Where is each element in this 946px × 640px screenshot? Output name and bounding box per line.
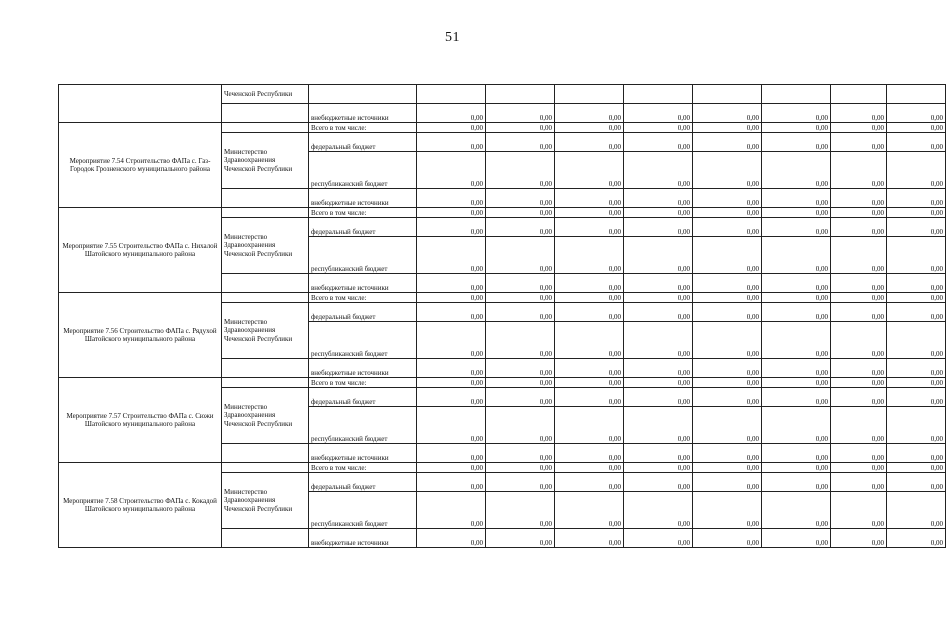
responsible-cell: Министерство Здравоохранения Чеченской Республики xyxy=(222,218,309,274)
value-cell: 0,00 xyxy=(693,388,762,407)
value-cell: 0,00 xyxy=(624,293,693,303)
funding-source: республиканский бюджет xyxy=(309,237,417,274)
value-cell: 0,00 xyxy=(624,123,693,133)
value-cell: 0,00 xyxy=(831,407,887,444)
value-cell: 0,00 xyxy=(762,407,831,444)
value-cell: 0,00 xyxy=(887,123,946,133)
funding-source xyxy=(309,85,417,104)
value-cell: 0,00 xyxy=(693,463,762,473)
value-cell: 0,00 xyxy=(831,463,887,473)
value-cell: 0,00 xyxy=(693,237,762,274)
responsible-cell: Министерство Здравоохранения Чеченской Республики xyxy=(222,303,309,359)
value-cell: 0,00 xyxy=(762,104,831,123)
value-cell: 0,00 xyxy=(762,208,831,218)
value-cell: 0,00 xyxy=(417,388,486,407)
value-cell: 0,00 xyxy=(762,123,831,133)
value-cell: 0,00 xyxy=(624,492,693,529)
value-cell: 0,00 xyxy=(486,123,555,133)
value-cell: 0,00 xyxy=(762,293,831,303)
value-cell: 0,00 xyxy=(887,378,946,388)
value-cell: 0,00 xyxy=(555,218,624,237)
responsible-cell xyxy=(222,463,309,473)
value-cell: 0,00 xyxy=(887,189,946,208)
value-cell: 0,00 xyxy=(555,407,624,444)
funding-source: Всего в том числе: xyxy=(309,123,417,133)
value-cell: 0,00 xyxy=(831,388,887,407)
value-cell: 0,00 xyxy=(693,473,762,492)
value-cell xyxy=(624,85,693,104)
value-cell: 0,00 xyxy=(624,237,693,274)
value-cell xyxy=(831,85,887,104)
value-cell: 0,00 xyxy=(887,529,946,548)
responsible-cell xyxy=(222,359,309,378)
value-cell: 0,00 xyxy=(762,463,831,473)
responsible-cell: Министерство Здравоохранения Чеченской Республики xyxy=(222,133,309,189)
value-cell: 0,00 xyxy=(624,444,693,463)
value-cell: 0,00 xyxy=(693,218,762,237)
value-cell: 0,00 xyxy=(417,529,486,548)
funding-source: внебюджетные источники xyxy=(309,189,417,208)
value-cell: 0,00 xyxy=(417,293,486,303)
value-cell: 0,00 xyxy=(624,322,693,359)
value-cell: 0,00 xyxy=(762,189,831,208)
value-cell: 0,00 xyxy=(624,303,693,322)
value-cell: 0,00 xyxy=(831,378,887,388)
value-cell: 0,00 xyxy=(417,463,486,473)
value-cell: 0,00 xyxy=(887,492,946,529)
responsible-cell xyxy=(222,104,309,123)
value-cell: 0,00 xyxy=(624,133,693,152)
value-cell: 0,00 xyxy=(624,388,693,407)
value-cell: 0,00 xyxy=(486,473,555,492)
value-cell: 0,00 xyxy=(417,152,486,189)
value-cell: 0,00 xyxy=(624,218,693,237)
value-cell: 0,00 xyxy=(486,378,555,388)
value-cell: 0,00 xyxy=(831,123,887,133)
value-cell: 0,00 xyxy=(417,189,486,208)
funding-source: внебюджетные источники xyxy=(309,529,417,548)
value-cell: 0,00 xyxy=(887,473,946,492)
value-cell: 0,00 xyxy=(624,359,693,378)
value-cell: 0,00 xyxy=(624,189,693,208)
value-cell: 0,00 xyxy=(486,152,555,189)
value-cell: 0,00 xyxy=(762,237,831,274)
value-cell: 0,00 xyxy=(831,359,887,378)
value-cell: 0,00 xyxy=(831,152,887,189)
value-cell: 0,00 xyxy=(486,208,555,218)
value-cell: 0,00 xyxy=(555,492,624,529)
value-cell: 0,00 xyxy=(555,133,624,152)
value-cell: 0,00 xyxy=(762,133,831,152)
value-cell xyxy=(887,85,946,104)
value-cell: 0,00 xyxy=(831,293,887,303)
value-cell: 0,00 xyxy=(417,473,486,492)
value-cell: 0,00 xyxy=(486,274,555,293)
value-cell: 0,00 xyxy=(887,407,946,444)
value-cell: 0,00 xyxy=(887,444,946,463)
value-cell: 0,00 xyxy=(555,152,624,189)
funding-source: федеральный бюджет xyxy=(309,388,417,407)
value-cell: 0,00 xyxy=(762,473,831,492)
event-title: Мероприятие 7.58 Строительство ФАПа с. Кокадой Шатойского муниципального района xyxy=(59,463,222,548)
value-cell: 0,00 xyxy=(486,407,555,444)
value-cell: 0,00 xyxy=(555,444,624,463)
value-cell: 0,00 xyxy=(624,378,693,388)
table-row xyxy=(59,463,946,473)
value-cell: 0,00 xyxy=(693,322,762,359)
value-cell: 0,00 xyxy=(693,274,762,293)
responsible-cell xyxy=(222,378,309,388)
value-cell: 0,00 xyxy=(555,463,624,473)
table-row xyxy=(59,378,946,388)
value-cell: 0,00 xyxy=(624,463,693,473)
event-title: Мероприятие 7.57 Строительство ФАПа с. Сюжи Шатойского муниципального района xyxy=(59,378,222,463)
value-cell: 0,00 xyxy=(693,529,762,548)
responsible-cell xyxy=(222,444,309,463)
value-cell: 0,00 xyxy=(417,208,486,218)
value-cell: 0,00 xyxy=(887,293,946,303)
value-cell: 0,00 xyxy=(762,152,831,189)
funding-source: Всего в том числе: xyxy=(309,293,417,303)
value-cell: 0,00 xyxy=(693,133,762,152)
value-cell: 0,00 xyxy=(762,444,831,463)
funding-source: республиканский бюджет xyxy=(309,322,417,359)
value-cell: 0,00 xyxy=(555,359,624,378)
value-cell: 0,00 xyxy=(831,104,887,123)
value-cell: 0,00 xyxy=(417,133,486,152)
value-cell: 0,00 xyxy=(693,293,762,303)
value-cell: 0,00 xyxy=(693,444,762,463)
value-cell: 0,00 xyxy=(762,303,831,322)
funding-source: федеральный бюджет xyxy=(309,218,417,237)
responsible-cell: Чеченской Республики xyxy=(222,85,309,104)
responsible-cell: Министерство Здравоохранения Чеченской Республики xyxy=(222,388,309,444)
value-cell: 0,00 xyxy=(417,359,486,378)
funding-source: внебюджетные источники xyxy=(309,104,417,123)
funding-source: федеральный бюджет xyxy=(309,303,417,322)
value-cell: 0,00 xyxy=(887,152,946,189)
value-cell: 0,00 xyxy=(831,189,887,208)
value-cell: 0,00 xyxy=(693,303,762,322)
funding-source: республиканский бюджет xyxy=(309,407,417,444)
value-cell: 0,00 xyxy=(887,322,946,359)
value-cell: 0,00 xyxy=(693,407,762,444)
value-cell: 0,00 xyxy=(693,492,762,529)
value-cell: 0,00 xyxy=(624,473,693,492)
value-cell: 0,00 xyxy=(417,218,486,237)
value-cell: 0,00 xyxy=(887,104,946,123)
value-cell xyxy=(693,85,762,104)
value-cell: 0,00 xyxy=(624,152,693,189)
value-cell xyxy=(486,85,555,104)
value-cell: 0,00 xyxy=(555,378,624,388)
value-cell: 0,00 xyxy=(555,189,624,208)
event-title: Мероприятие 7.55 Строительство ФАПа с. Нихалой Шатойского муниципального района xyxy=(59,208,222,293)
table-row xyxy=(59,293,946,303)
value-cell: 0,00 xyxy=(887,463,946,473)
value-cell: 0,00 xyxy=(762,322,831,359)
value-cell: 0,00 xyxy=(762,529,831,548)
value-cell: 0,00 xyxy=(555,104,624,123)
value-cell: 0,00 xyxy=(555,388,624,407)
value-cell: 0,00 xyxy=(555,303,624,322)
responsible-cell xyxy=(222,529,309,548)
value-cell: 0,00 xyxy=(555,274,624,293)
value-cell: 0,00 xyxy=(831,237,887,274)
value-cell: 0,00 xyxy=(831,208,887,218)
value-cell: 0,00 xyxy=(693,378,762,388)
value-cell: 0,00 xyxy=(555,293,624,303)
value-cell: 0,00 xyxy=(417,303,486,322)
responsible-cell xyxy=(222,208,309,218)
responsible-cell xyxy=(222,293,309,303)
value-cell: 0,00 xyxy=(693,104,762,123)
value-cell: 0,00 xyxy=(624,208,693,218)
value-cell: 0,00 xyxy=(555,208,624,218)
page-number: 51 xyxy=(445,30,460,45)
value-cell: 0,00 xyxy=(486,444,555,463)
value-cell: 0,00 xyxy=(831,444,887,463)
value-cell: 0,00 xyxy=(831,473,887,492)
value-cell: 0,00 xyxy=(417,492,486,529)
value-cell: 0,00 xyxy=(831,492,887,529)
value-cell: 0,00 xyxy=(486,529,555,548)
value-cell: 0,00 xyxy=(486,218,555,237)
value-cell: 0,00 xyxy=(486,388,555,407)
value-cell: 0,00 xyxy=(486,322,555,359)
value-cell: 0,00 xyxy=(693,152,762,189)
funding-source: Всего в том числе: xyxy=(309,463,417,473)
value-cell: 0,00 xyxy=(555,237,624,274)
value-cell: 0,00 xyxy=(624,407,693,444)
event-title: Мероприятие 7.54 Строительство ФАПа с. Газ-Городок Грозненского муниципального района xyxy=(59,123,222,208)
value-cell: 0,00 xyxy=(831,529,887,548)
value-cell: 0,00 xyxy=(417,378,486,388)
value-cell: 0,00 xyxy=(486,359,555,378)
table-row xyxy=(59,123,946,133)
value-cell: 0,00 xyxy=(486,492,555,529)
event-title: Мероприятие 7.56 Строительство ФАПа с. Рядухой Шатойского муниципального района xyxy=(59,293,222,378)
value-cell: 0,00 xyxy=(762,492,831,529)
value-cell: 0,00 xyxy=(831,133,887,152)
value-cell xyxy=(762,85,831,104)
value-cell: 0,00 xyxy=(887,359,946,378)
value-cell: 0,00 xyxy=(831,274,887,293)
value-cell: 0,00 xyxy=(762,378,831,388)
value-cell: 0,00 xyxy=(887,237,946,274)
value-cell: 0,00 xyxy=(762,274,831,293)
responsible-cell: Министерство Здравоохранения Чеченской Республики xyxy=(222,473,309,529)
funding-source: внебюджетные источники xyxy=(309,359,417,378)
value-cell: 0,00 xyxy=(887,274,946,293)
value-cell: 0,00 xyxy=(417,274,486,293)
value-cell: 0,00 xyxy=(887,388,946,407)
value-cell: 0,00 xyxy=(762,359,831,378)
value-cell: 0,00 xyxy=(417,444,486,463)
value-cell: 0,00 xyxy=(486,104,555,123)
value-cell: 0,00 xyxy=(887,218,946,237)
value-cell: 0,00 xyxy=(831,322,887,359)
value-cell: 0,00 xyxy=(624,529,693,548)
value-cell: 0,00 xyxy=(762,218,831,237)
responsible-cell xyxy=(222,274,309,293)
funding-source: внебюджетные источники xyxy=(309,274,417,293)
value-cell: 0,00 xyxy=(624,104,693,123)
responsible-cell xyxy=(222,189,309,208)
value-cell: 0,00 xyxy=(417,123,486,133)
table-row xyxy=(59,85,946,104)
value-cell: 0,00 xyxy=(486,293,555,303)
funding-source: Всего в том числе: xyxy=(309,378,417,388)
value-cell: 0,00 xyxy=(417,237,486,274)
value-cell: 0,00 xyxy=(887,303,946,322)
value-cell: 0,00 xyxy=(887,208,946,218)
funding-source: федеральный бюджет xyxy=(309,133,417,152)
budget-table-body xyxy=(59,85,946,548)
value-cell: 0,00 xyxy=(486,189,555,208)
table-row xyxy=(59,208,946,218)
value-cell xyxy=(417,85,486,104)
value-cell: 0,00 xyxy=(693,123,762,133)
value-cell xyxy=(555,85,624,104)
value-cell: 0,00 xyxy=(887,133,946,152)
funding-source: Всего в том числе: xyxy=(309,208,417,218)
value-cell: 0,00 xyxy=(555,473,624,492)
value-cell: 0,00 xyxy=(486,133,555,152)
value-cell: 0,00 xyxy=(555,529,624,548)
value-cell: 0,00 xyxy=(831,303,887,322)
responsible-cell xyxy=(222,123,309,133)
value-cell: 0,00 xyxy=(486,237,555,274)
value-cell: 0,00 xyxy=(624,274,693,293)
budget-table xyxy=(58,84,946,548)
value-cell: 0,00 xyxy=(693,208,762,218)
value-cell: 0,00 xyxy=(693,189,762,208)
value-cell: 0,00 xyxy=(555,322,624,359)
value-cell: 0,00 xyxy=(831,218,887,237)
value-cell: 0,00 xyxy=(486,463,555,473)
value-cell: 0,00 xyxy=(693,359,762,378)
funding-source: внебюджетные источники xyxy=(309,444,417,463)
funding-source: федеральный бюджет xyxy=(309,473,417,492)
value-cell: 0,00 xyxy=(486,303,555,322)
event-title xyxy=(59,85,222,123)
funding-source: республиканский бюджет xyxy=(309,492,417,529)
value-cell: 0,00 xyxy=(555,123,624,133)
value-cell: 0,00 xyxy=(417,407,486,444)
value-cell: 0,00 xyxy=(762,388,831,407)
value-cell: 0,00 xyxy=(417,322,486,359)
funding-source: республиканский бюджет xyxy=(309,152,417,189)
value-cell: 0,00 xyxy=(417,104,486,123)
